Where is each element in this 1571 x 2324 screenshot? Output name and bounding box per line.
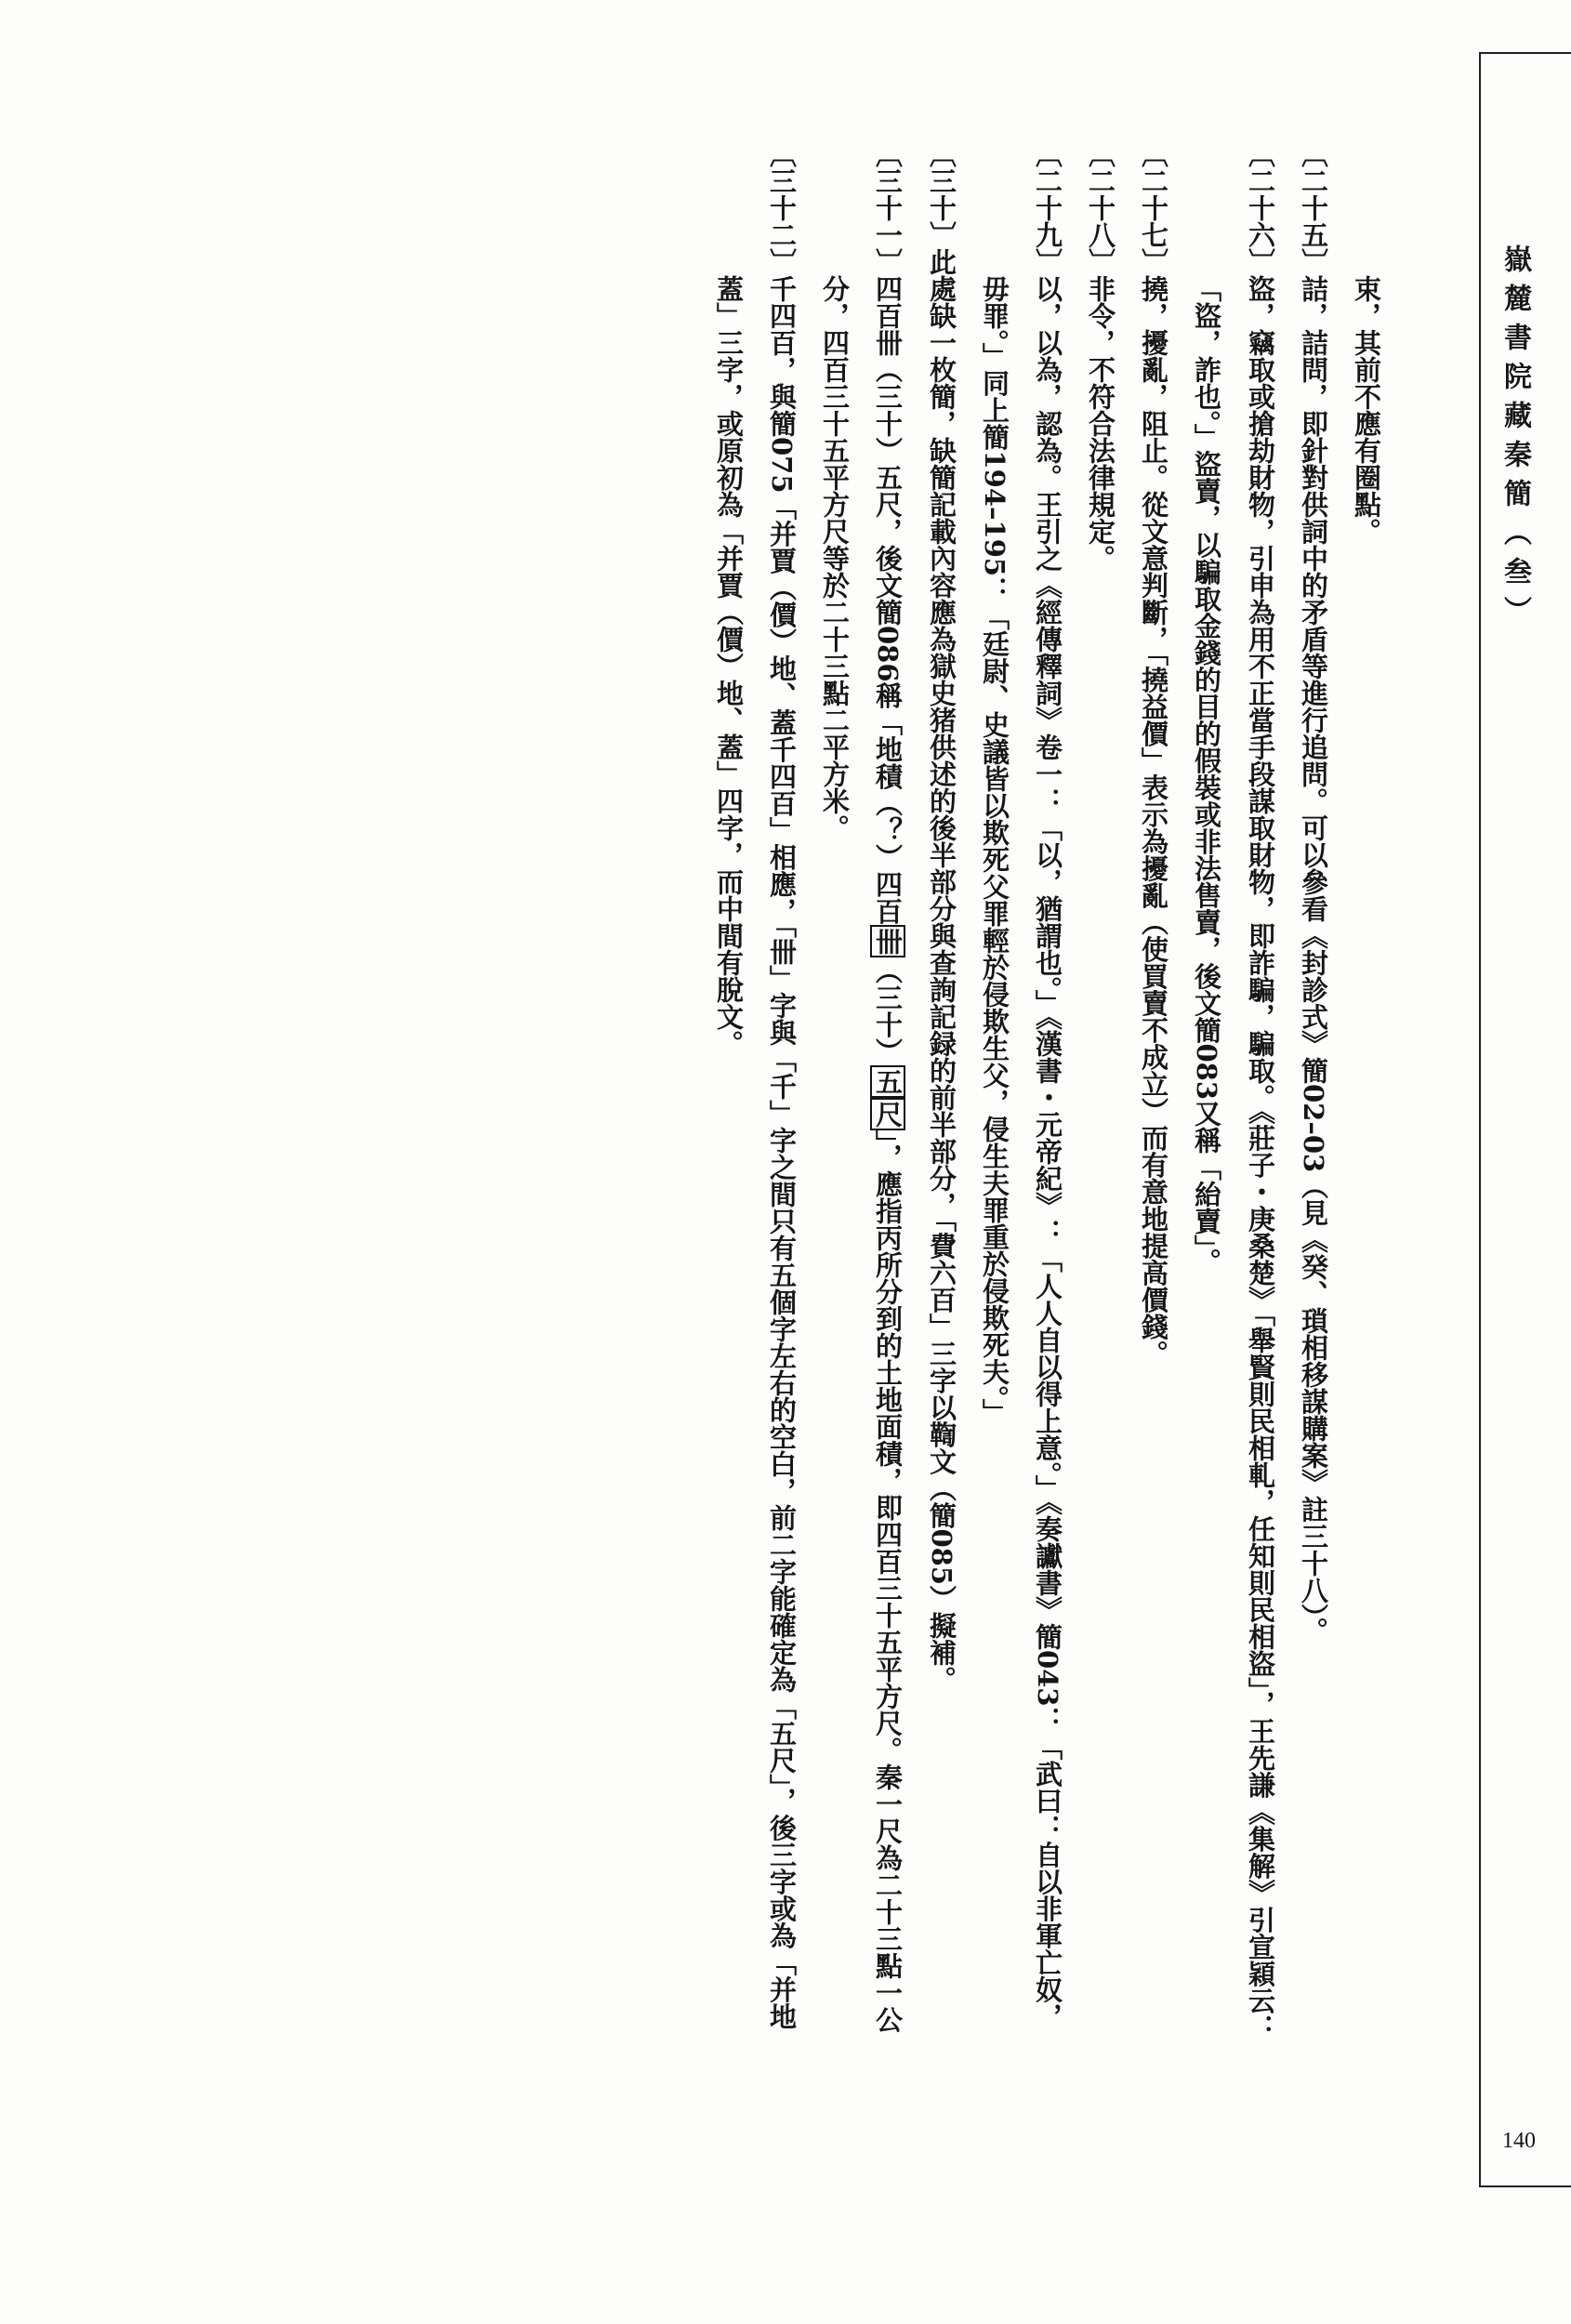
note-text: 盜，竊取或搶劫財物，引申為用不正當手段謀取財物，即詐騙，騙取。《莊子・庚桑楚》「舉賢則民相軋，任知則民相盜」，王先謙《集解》引宣穎云： <box>1245 275 1276 2041</box>
note-29-column <box>1029 140 1066 2176</box>
note-text: 非令，不符合法律規定。 <box>1085 275 1116 572</box>
note-continuation-line <box>976 275 1013 2176</box>
note-text: 」，應指丙所分到的土地面積，即四百三十五平方尺。秦一尺為二十三點一公 <box>872 1129 904 2034</box>
note-27-column <box>1135 140 1172 2176</box>
note-text: 四百卌（三十）五尺，後文簡086稱「地積（？）四百 <box>872 275 904 925</box>
note-label: 〔三十〕 <box>926 140 957 248</box>
note-text: （三十） <box>872 957 904 1065</box>
note-text: 以，以為，認為。王引之《經傳釋詞》卷一：「以，猶謂也。」《漢書・元帝紀》：「人人自以得上意。」《奏讞書》簡043：「武曰：自以非軍亡奴， <box>1032 275 1063 2030</box>
page-number: 140 <box>1502 2129 1536 2153</box>
boxed-character: 卌 <box>870 925 905 957</box>
note-32-column <box>763 140 800 2176</box>
note-label: 〔二十八〕 <box>1085 140 1116 275</box>
note-25-column <box>1295 140 1332 2176</box>
note-continuation-line <box>1188 275 1225 2176</box>
note-text: 束，其前不應有圈點。 <box>1351 275 1382 545</box>
note-text: 「盜，詐也。」盜賣，以騙取金錢的目的假裝或非法售賣，後文簡083又稱「紿賣」。 <box>1191 275 1222 1275</box>
note-label: 〔三十二〕 <box>766 140 798 275</box>
note-continuation-line <box>816 275 853 2176</box>
note-28-column <box>1082 140 1119 2176</box>
margin-rule-top <box>1479 52 1571 54</box>
note-text: 詰，詰問，即針對供詞中的矛盾等進行追問。可以參看《封診式》簡02–03（見《癸、瑣相移謀購案》註三十八）。 <box>1298 275 1329 1644</box>
note-26-column <box>1242 140 1279 2176</box>
note-text: 毋罪。」同上簡194–195：「廷尉、史議皆以欺死父罪輕於侵欺生父，侵生夫罪重於侵欺死夫。」 <box>979 275 1010 1426</box>
boxed-character: 五 <box>870 1065 905 1098</box>
note-text: 千四百，與簡075「并賈（價）地、蓋千四百」相應，「卌」字與「千」字之間只有五個字左右的空白，前二字能確定為「五尺」，後三字或為「并地 <box>766 275 798 2030</box>
note-text: 此處缺一枚簡，缺簡記載內容應為獄史猪供述的後半部分與查詢記録的前半部分，「費六百」三字以鞫文（簡085）擬補。 <box>926 248 957 1694</box>
note-label: 〔二十七〕 <box>1138 140 1169 275</box>
note-continuation-line <box>1348 275 1385 2176</box>
note-label: 〔三十一〕 <box>872 140 904 275</box>
note-text: 撓，擾亂，阻止。從文意判斷，「撓益價」表示為擾亂（使買賣不成立）而有意地提高價錢。 <box>1138 275 1169 1367</box>
note-31-column <box>869 140 906 2176</box>
margin-rule-vertical <box>1479 52 1481 2187</box>
note-30-column <box>923 140 960 2176</box>
note-text: 蓋」三字，或原初為「并賈（價）地、蓋」四字，而中間有脫文。 <box>713 275 745 1057</box>
note-label: 〔二十五〕 <box>1298 140 1329 275</box>
note-label: 〔二十六〕 <box>1245 140 1276 275</box>
boxed-character: 尺 <box>870 1098 905 1130</box>
note-text: 分，四百三十五平方尺等於二十三點二平方米。 <box>819 275 851 841</box>
margin-rule-bottom <box>1479 2185 1571 2187</box>
running-header-title: 嶽麓書院藏秦簡（叁） <box>1498 244 1531 635</box>
note-continuation-line <box>710 275 747 2176</box>
note-label: 〔二十九〕 <box>1032 140 1063 275</box>
